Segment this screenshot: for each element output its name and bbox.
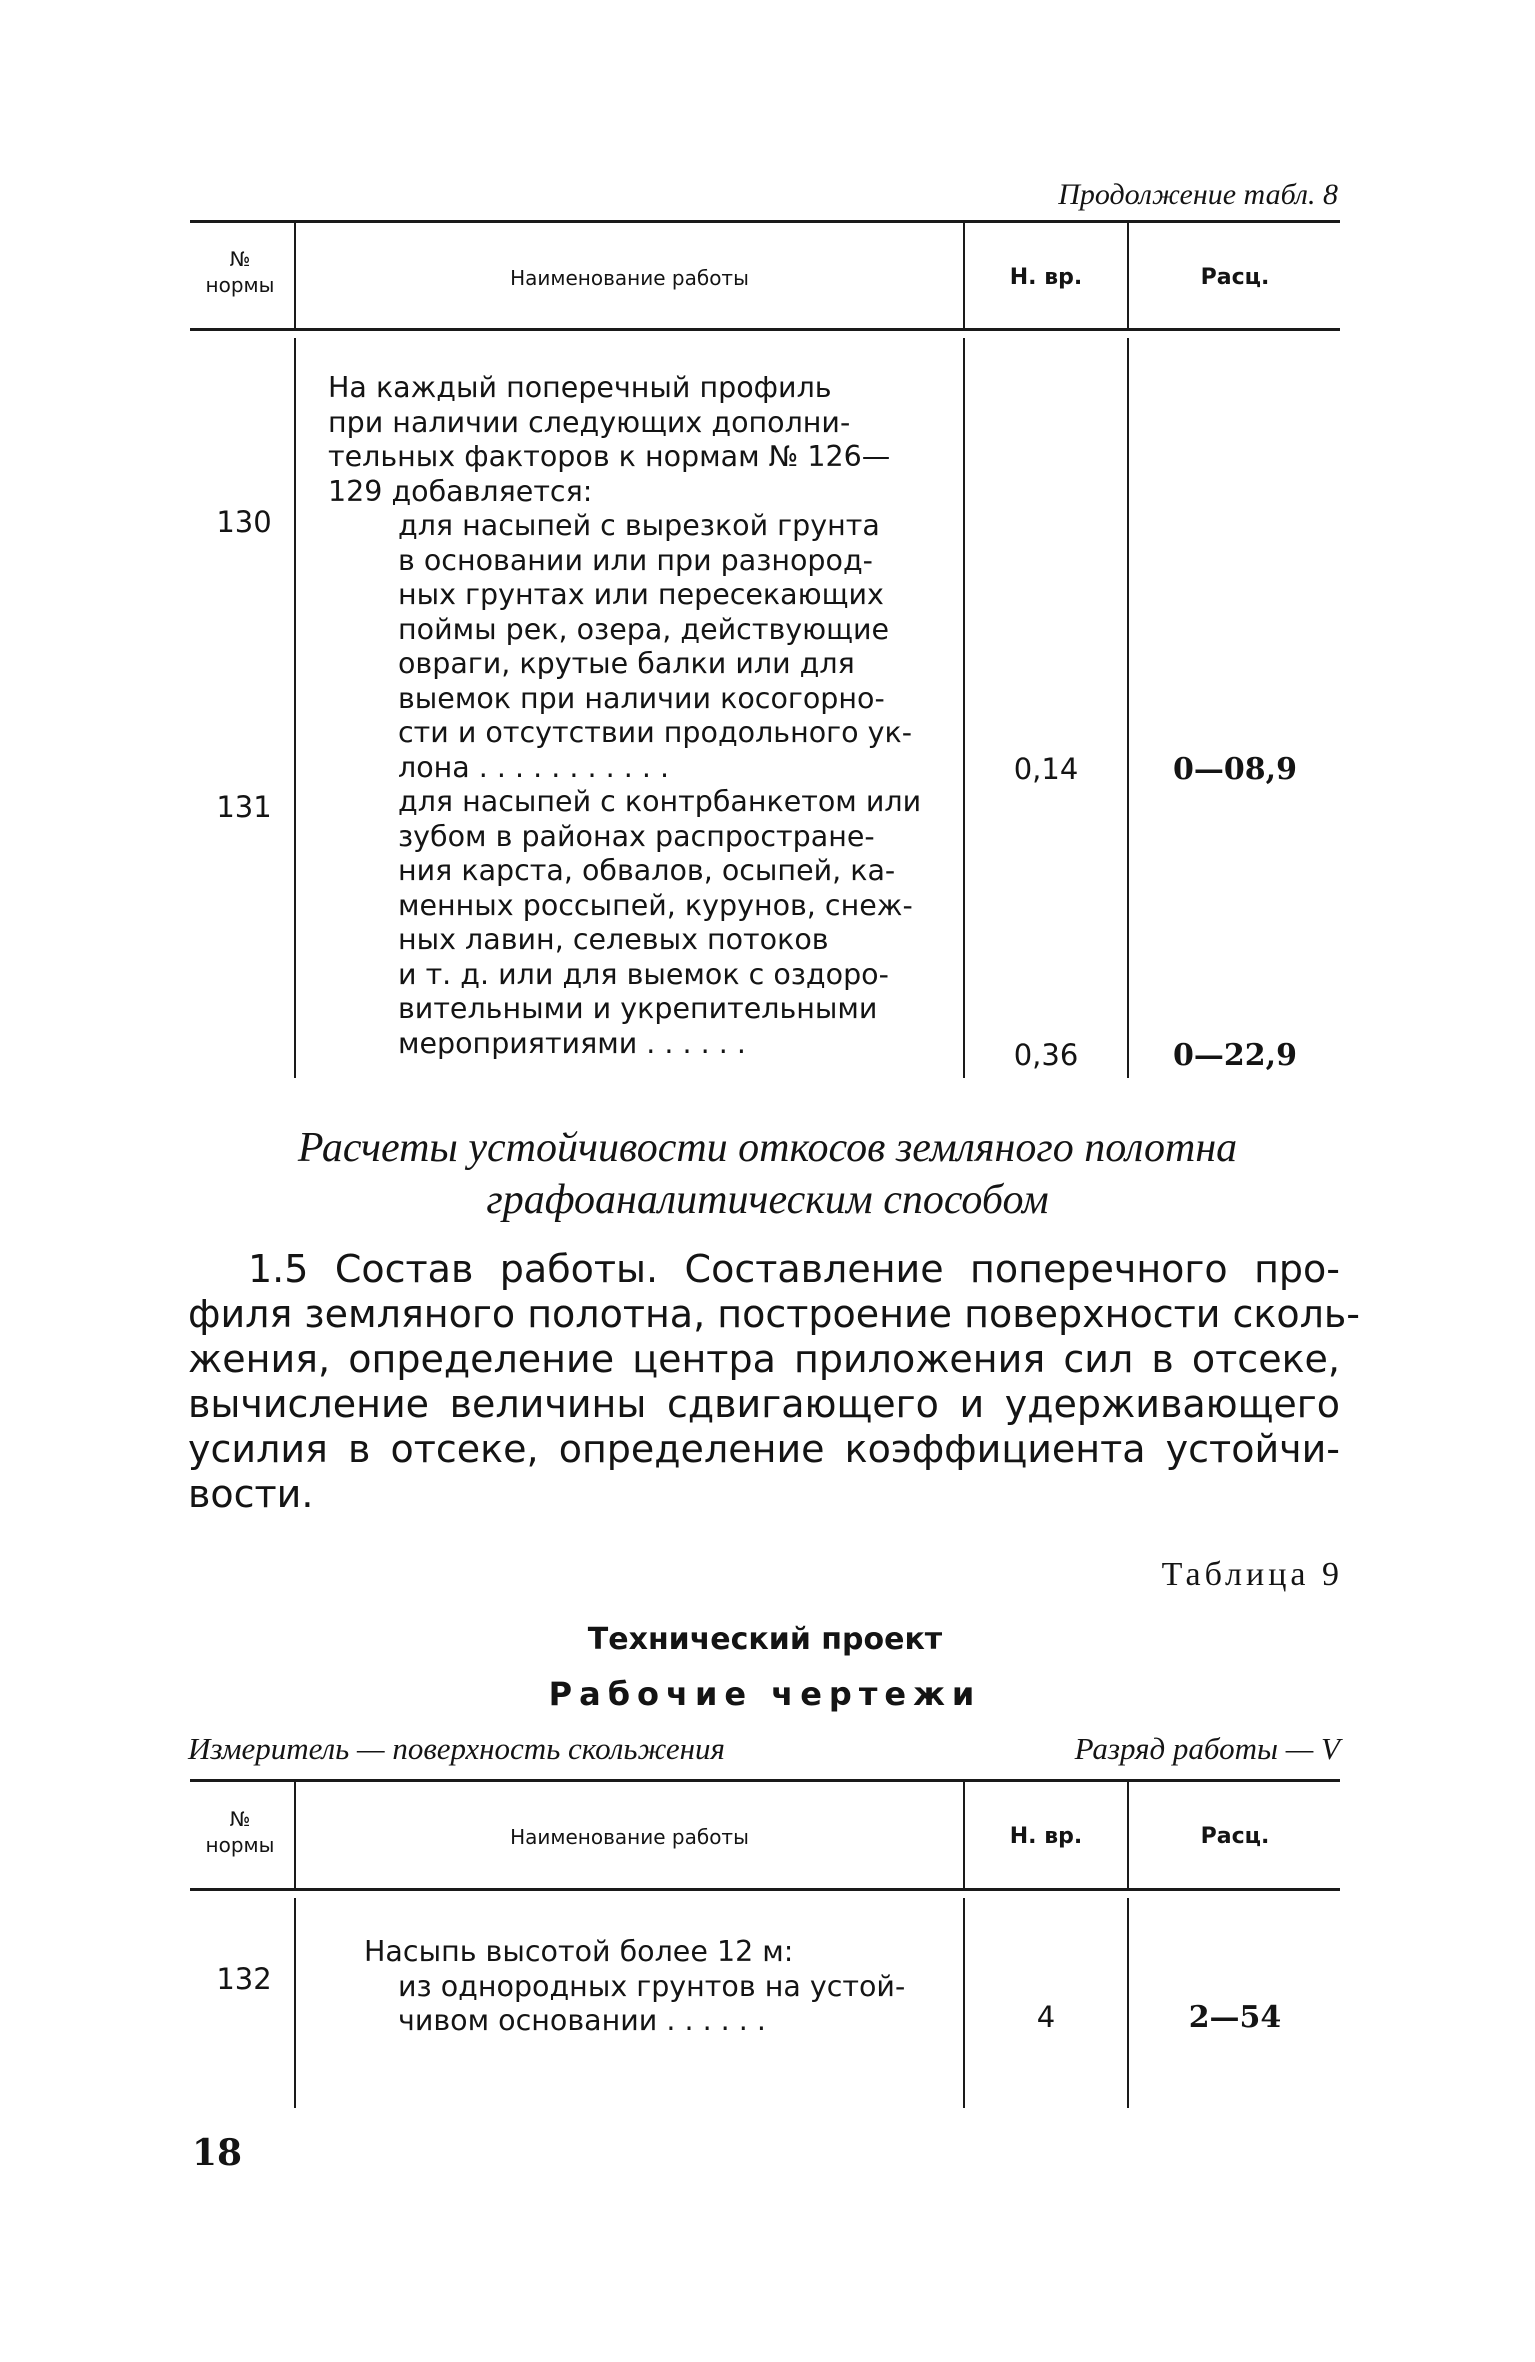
row-130-line: поймы рек, озера, действующие	[398, 612, 889, 646]
project-title: Технический проект	[587, 1622, 943, 1657]
row-131-line: ния карста, обвалов, осыпей, ка-	[398, 854, 896, 887]
intro-line: 129 добавляется:	[328, 474, 593, 508]
rate-130: 0—08,9	[1173, 752, 1297, 787]
row-130-line: сти и отсутствии продольного ук-	[398, 716, 913, 749]
continuation-caption: Продолжение табл. 8	[1058, 178, 1338, 211]
column-divider	[1127, 1781, 1129, 1889]
norm-number-132: 132	[216, 1962, 272, 1996]
paragraph-line: вычисление величины сдвигающего и удерживающего	[188, 1382, 1340, 1426]
header-time-norm: Н. вр.	[1009, 265, 1083, 290]
section-title-line: графоаналитическим способом	[486, 1177, 1049, 1223]
intro-line: тельных факторов к нормам № 126—	[328, 440, 891, 473]
rate-132: 2—54	[1188, 2000, 1282, 2035]
column-divider	[963, 1781, 965, 1889]
norm-number-130: 130	[216, 505, 272, 539]
row-131-line: для насыпей с контрбанкетом или	[398, 785, 922, 818]
paragraph-line: усилия в отсеке, определение коэффициента устойчи-	[188, 1427, 1340, 1471]
table-top-rule	[190, 220, 1340, 223]
column-divider	[963, 338, 965, 1078]
row-131-line: вительными и укрепительными	[398, 992, 878, 1025]
row-130-line: ных грунтах или пересекающих	[398, 578, 884, 611]
row-132-line: Насыпь высотой более 12 м:	[364, 1935, 794, 1968]
table-9-label: Таблица 9	[1161, 1556, 1343, 1593]
column-divider	[294, 222, 296, 330]
measure-unit: Измеритель — поверхность скольжения	[188, 1731, 725, 1766]
time-norm-130: 0,14	[1013, 752, 1079, 786]
column-divider	[963, 222, 965, 330]
table-header-rule	[190, 328, 1340, 331]
row-131-line: зубом в районах распростране-	[398, 819, 875, 853]
row-131-line: менных россыпей, курунов, снеж-	[398, 888, 913, 922]
column-divider	[963, 1898, 965, 2108]
page-number: 18	[192, 2132, 243, 2174]
drawings-title: Рабочие чертежи	[548, 1675, 982, 1713]
row-131-line: и т. д. или для выемок с оздоро-	[398, 957, 889, 991]
row-130-line: овраги, крутые балки или для	[398, 647, 855, 680]
intro-line: при наличии следующих дополни-	[328, 405, 851, 439]
paragraph-line: жения, определение центра приложения сил в отсеке,	[188, 1337, 1340, 1381]
rate-131: 0—22,9	[1173, 1038, 1297, 1073]
section-title-line: Расчеты устойчивости откосов земляного полотна	[297, 1125, 1238, 1171]
header-norm-number: № нормы	[205, 1807, 275, 1857]
row-132-line: из однородных грунтов на устой-	[398, 1969, 906, 2003]
row-132-line: чивом основании . . . . . .	[398, 2004, 766, 2037]
column-divider	[294, 1898, 296, 2108]
column-divider	[294, 338, 296, 1078]
row-130-line: лона . . . . . . . . . . .	[398, 750, 670, 784]
table-top-rule	[190, 1779, 1340, 1782]
work-description	[328, 1935, 958, 2039]
row-130-line: выемок при наличии косогорно-	[398, 681, 885, 715]
paragraph-1-5	[188, 1247, 1360, 1517]
paragraph-line: 1.5 Состав работы. Составление поперечного про-	[248, 1247, 1340, 1291]
norm-number-131: 131	[216, 790, 272, 824]
table-header-rule	[190, 1888, 1340, 1891]
column-divider	[1127, 222, 1129, 330]
header-time-norm: Н. вр.	[1009, 1824, 1083, 1849]
column-divider	[1127, 1898, 1129, 2108]
time-norm-132: 4	[1036, 2000, 1056, 2034]
header-rate: Расц.	[1200, 265, 1270, 290]
paragraph-line: филя земляного полотна, построение поверхности сколь-	[188, 1292, 1360, 1336]
header-norm-number: № нормы	[205, 247, 275, 297]
column-divider	[294, 1781, 296, 1889]
row-131-line: ных лавин, селевых потоков	[398, 923, 829, 956]
work-description	[328, 371, 958, 1061]
intro-line: На каждый поперечный профиль	[328, 371, 832, 404]
row-130-line: в основании или при разнород-	[398, 543, 873, 577]
header-work-name: Наименование работы	[510, 1825, 749, 1849]
header-rate: Расц.	[1200, 1824, 1270, 1849]
time-norm-131: 0,36	[1013, 1038, 1079, 1072]
column-divider	[1127, 338, 1129, 1078]
section-title	[0, 1122, 1535, 1226]
paragraph-line: вости.	[188, 1472, 314, 1516]
header-work-name: Наименование работы	[510, 266, 749, 290]
work-grade: Разряд работы — V	[1074, 1731, 1340, 1766]
row-131-line: мероприятиями . . . . . .	[398, 1026, 746, 1060]
row-130-line: для насыпей с вырезкой грунта	[398, 509, 880, 542]
